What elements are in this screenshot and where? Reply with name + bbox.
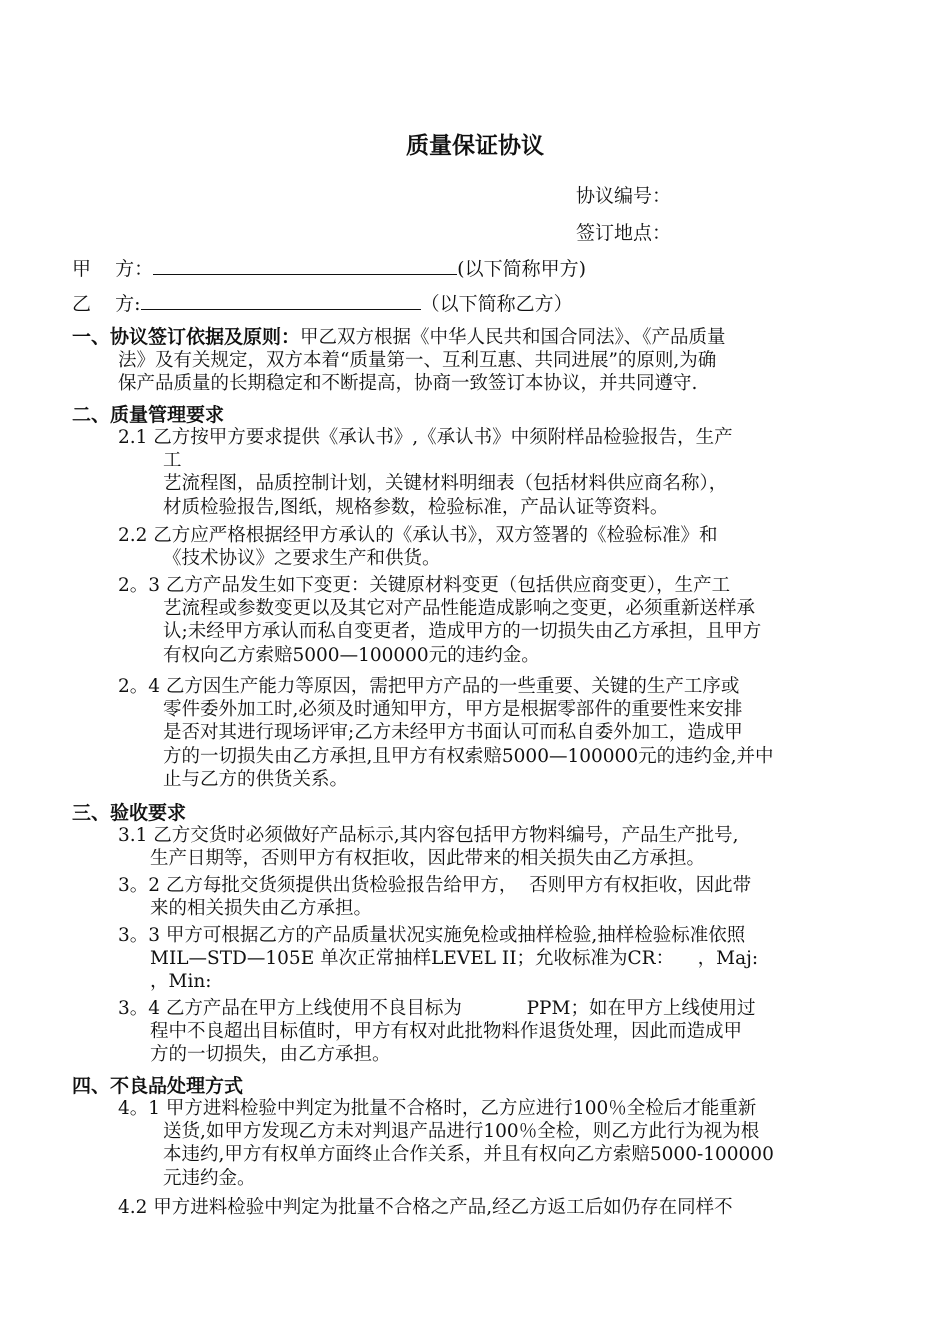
clause-line: 3。4 乙方产品在甲方上线使用不良目标为 PPM；如在甲方上线使用过	[118, 998, 756, 1019]
clause-line: 来的相关损失由乙方承担。	[150, 898, 373, 920]
clause-line: 零件委外加工时,必须及时通知甲方，甲方是根据零部件的重要性来安排	[163, 699, 743, 721]
clause-2-4	[118, 675, 773, 791]
clause-line: 元违约金。	[163, 1167, 256, 1189]
party-b-line	[72, 289, 573, 316]
party-b-suffix: （以下简称乙方）	[420, 293, 573, 315]
clause-2-2	[118, 524, 718, 570]
clause-line: 工	[163, 450, 182, 472]
clause-line: 生产日期等，否则甲方有权拒收，因此带来的相关损失由乙方承担。	[150, 848, 706, 870]
clause-3-3	[118, 924, 758, 994]
clause-line: 2.2 乙方应严格根据经甲方承认的《承认书》，双方签署的《检验标准》和	[118, 525, 718, 546]
clause-4-1	[118, 1097, 774, 1190]
clause-line: 有权向乙方索赔5000—100000元的违约金。	[163, 644, 540, 666]
clause-line: 方的一切损失由乙方承担,且甲方有权索赔5000—100000元的违约金,并中	[163, 745, 774, 767]
clause-3-2	[118, 874, 751, 920]
clause-4-2	[118, 1196, 733, 1219]
clause-line: 方的一切损失，由乙方承担。	[150, 1044, 391, 1066]
party-b-label: 乙 方:	[72, 293, 141, 315]
clause-line: ，Min:	[150, 971, 212, 993]
clause-line: 材质检验报告,图纸，规格参数，检验标准，产品认证等资料。	[163, 496, 669, 518]
clause-line: 止与乙方的供货关系。	[163, 768, 349, 790]
party-a-blank[interactable]	[153, 256, 457, 275]
clause-line: 3.1 乙方交货时必须做好产品标示,其内容包括甲方物料编号，产品生产批号,	[118, 825, 739, 846]
section-1-line: 法》及有关规定，双方本着“质量第一、互利互惠、共同进展”的原则,为确	[118, 350, 717, 372]
clause-line: 本违约,甲方有权单方面终止合作关系，并且有权向乙方索赔5000-100000	[163, 1144, 774, 1166]
party-a-label: 甲 方：	[72, 258, 154, 280]
clause-line: MIL—STD—105E 单次正常抽样LEVEL II；允收标准为CR： ，Maj:	[150, 948, 759, 970]
clause-line: 程中不良超出目标值时，甲方有权对此批物料作退货处理，因此而造成甲	[150, 1021, 743, 1043]
party-a-line	[72, 254, 586, 281]
clause-line: 认;未经甲方承认而私自变更者，造成甲方的一切损失由乙方承担，且甲方	[163, 621, 762, 643]
clause-line: 3。2 乙方每批交货须提供出货检验报告给甲方， 否则甲方有权拒收，因此带	[118, 875, 752, 896]
clause-3-1	[118, 824, 739, 870]
clause-line: 送货,如甲方发现乙方未对判退产品进行100％全检，则乙方此行为视为根	[163, 1121, 760, 1143]
signing-place-label: 签订地点：	[576, 222, 672, 244]
clause-line: 《技术协议》之要求生产和供货。	[163, 548, 441, 570]
section-2-heading: 二、质量管理要求	[72, 404, 225, 426]
clause-line: 4.2 甲方进料检验中判定为批量不合格之产品,经乙方返工后如仍存在同样不	[118, 1197, 733, 1218]
clause-2-1	[118, 426, 733, 519]
section-1-line: 保产品质量的长期稳定和不断提高，协商一致签订本协议，并共同遵守.	[118, 373, 698, 395]
agreement-no-label: 协议编号：	[576, 185, 672, 207]
clause-line: 3。3 甲方可根据乙方的产品质量状况实施免检或抽样检验,抽样检验标准依照	[118, 925, 746, 946]
party-a-suffix: (以下简称甲方)	[457, 258, 586, 280]
section-1-heading: 一、协议签订依据及原则：	[72, 326, 301, 348]
party-b-blank[interactable]	[141, 291, 421, 310]
clause-line: 是否对其进行现场评审;乙方未经甲方书面认可而私自委外加工，造成甲	[163, 722, 743, 744]
clause-line: 艺流程图，品质控制计划，关键材料明细表（包括材料供应商名称），	[163, 473, 728, 495]
clause-line: 艺流程或参数变更以及其它对产品性能造成影响之变更，必须重新送样承	[163, 598, 756, 620]
clause-line: 4。1 甲方进料检验中判定为批量不合格时，乙方应进行100％全检后才能重新	[118, 1098, 757, 1119]
clause-line: 2。3 乙方产品发生如下变更：关键原材料变更（包括供应商变更），生产工	[118, 575, 731, 596]
section-3-heading: 三、验收要求	[72, 802, 187, 824]
clause-2-3	[118, 574, 761, 667]
clause-line: 2.1 乙方按甲方要求提供《承认书》,《承认书》中须附样品检验报告，生产	[118, 427, 733, 448]
section-1	[72, 326, 726, 396]
clause-line: 2。4 乙方因生产能力等原因，需把甲方产品的一些重要、关键的生产工序或	[118, 676, 740, 697]
section-1-line: 甲乙双方根据《中华人民共和国合同法》、《产品质量	[300, 327, 726, 348]
clause-3-4	[118, 997, 755, 1067]
section-4-heading: 四、不良品处理方式	[72, 1075, 244, 1097]
document-title: 质量保证协议	[406, 133, 544, 159]
